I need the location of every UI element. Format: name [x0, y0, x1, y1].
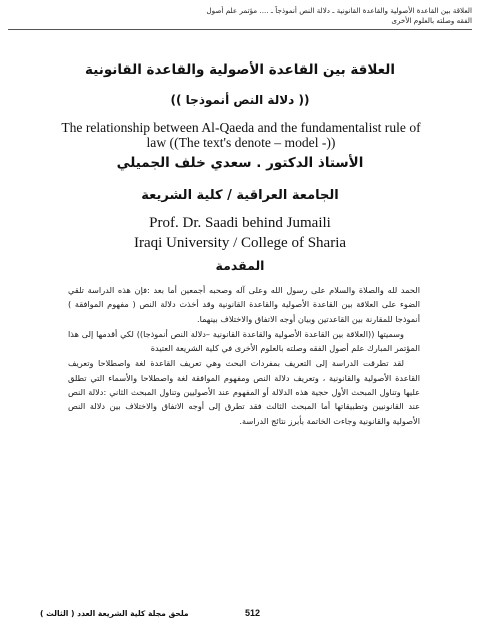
introduction-body — [68, 283, 420, 428]
introduction-paragraph-2: وسميتها ((العلاقة بين القاعدة الأصولية والقاعدة القانونية –دلالة النص أنموذجا)) لكي أقدمها إلى هذا المؤتمر المبارك علم أصول الفقه وصلته بالعلوم الأخرى في كلية الشريعة العتيدة — [68, 328, 420, 354]
introduction-heading: المقدمة — [215, 258, 265, 273]
running-header-line-1: العلاقة بين القاعدة الأصولية والقاعدة القانونية ـ دلالة النص أنموذجاً ـ .... مؤتمر علم أصول — [206, 6, 472, 15]
running-header-line-2: الفقه وصلته بالعلوم الأخرى — [391, 16, 472, 25]
page-number: 512 — [245, 608, 261, 618]
author-affiliation-english: Iraqi University / College of Sharia — [133, 235, 347, 251]
journal-name: ملحق مجلة كلية الشريعة العدد ( الثالث ) — [40, 609, 189, 618]
header-divider — [8, 29, 472, 30]
introduction-paragraph-3: لقد تطرقت الدراسة إلى التعريف بمفردات البحث وهي تعريف القاعدة لغة واصطلاحا وتعريف القاعدة الأصولية والقانونية ، وتعريف دلالة النص ومفهوم الموافقة لغة واصطلاحا والأسماء التي تطلق عليها وتناول المبحث الأول حجية هذه الدلالة أو المفهوم عند الأصوليين وتناول المبحث الثاني :دلالة النص عند القانونيين وتطبيقاتها أما المبحث الثالث فقد تطرق إلى أوجه الاتفاق والاختلاف بين دلالة النص الأصولية والقانونية وجاءت الخاتمة بأبرز نتائج الدراسة. — [68, 358, 420, 426]
author-affiliation-arabic: الجامعة العراقية / كلية الشريعة — [141, 188, 339, 203]
page-footer — [40, 608, 440, 622]
introduction-paragraph-1: الحمد لله والصلاة والسلام على رسول الله وعلى آله وصحبه أجمعين أما بعد :فإن هذه الدراسة تلقي الضوء على العلاقة بين القاعدة الأصولية والقاعدة القانونية وقد أخذت دلالة النص ( مفهوم الموافقة ) أنموذجا للمقارنة بين القاعدتين وبيان أوجه الاتفاق والاختلاف بينهما. — [68, 285, 420, 324]
paper-title-arabic: العلاقة بين القاعدة الأصولية والقاعدة القانونية — [85, 62, 395, 78]
paper-subtitle-arabic: (( دلالة النص أنموذجا )) — [170, 93, 310, 107]
running-header — [8, 6, 472, 26]
author-name-arabic: الأستاذ الدكتور . سعدي خلف الجميلي — [116, 155, 364, 171]
paper-title-english: The relationship between Al-Qaeda and the fundamentalist rule of law ((The text's denote – model -)) — [61, 120, 421, 150]
author-name-english: Prof. Dr. Saadi behind Jumaili — [149, 215, 331, 231]
